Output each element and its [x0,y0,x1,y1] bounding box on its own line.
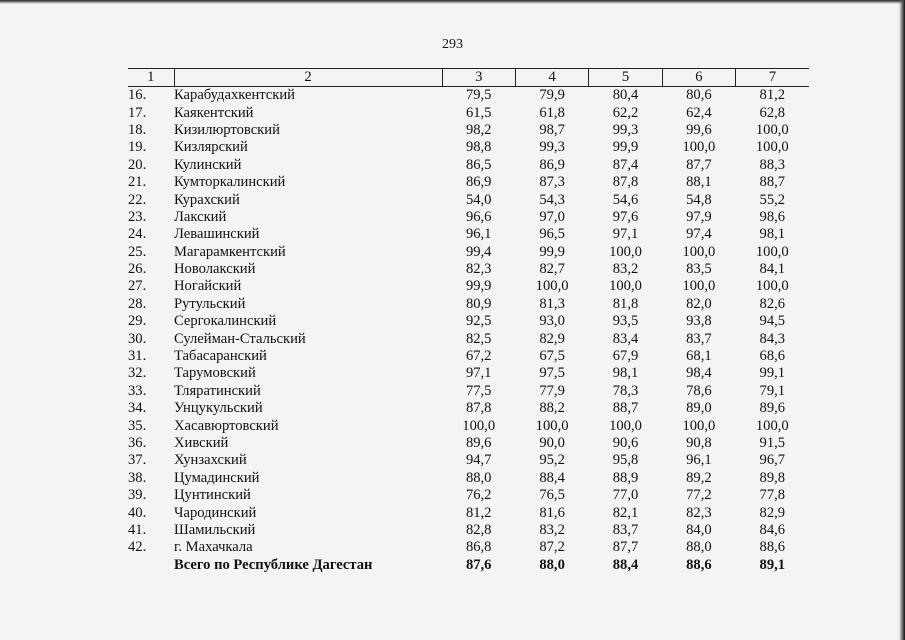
value-col-7: 100,0 [755,417,789,434]
header-cell-5: 5 [589,69,662,87]
value-col-5: 83,4 [612,330,639,347]
value-col-3: 98,2 [465,121,492,138]
table-row [128,348,809,365]
row-number: 38. [128,469,147,486]
value-col-7: 100,0 [755,121,789,138]
value-col-4: 90,0 [539,435,565,451]
value-col-3: 80,9 [465,295,492,312]
table-row [128,209,809,226]
district-name: Левашинский [174,226,260,243]
table-row [128,365,809,382]
table-row [128,383,809,400]
district-name: Цумадинский [174,469,260,486]
table-row [128,174,809,191]
value-col-5: 80,4 [612,87,639,104]
value-col-7: 81,2 [759,87,786,104]
value-col-3: 99,9 [465,278,492,295]
value-col-5: 81,8 [612,295,639,312]
value-col-7: 84,3 [759,330,786,347]
district-name: Чародинский [174,504,257,521]
header-cell-4: 4 [515,69,588,87]
district-name: Табасаранский [174,348,267,365]
district-name: Тарумовский [174,365,256,382]
value-col-7: 94,5 [759,313,786,330]
table-row [128,87,809,105]
value-col-4: 87,3 [539,174,565,191]
value-col-4: 100,0 [535,278,569,295]
value-col-7: 82,9 [759,504,786,521]
value-col-4: 98,7 [539,121,565,138]
value-col-4: 83,2 [539,521,565,538]
row-number: 29. [128,313,147,330]
value-col-5: 67,9 [612,348,639,365]
table-row [128,313,809,330]
value-col-6: 89,2 [686,469,712,486]
district-name: Ногайский [174,278,242,295]
row-number: 28. [128,295,147,312]
value-col-4: 81,3 [539,295,565,312]
table-row [128,522,809,539]
value-col-4: 100,0 [535,417,569,434]
value-col-6: 78,6 [686,382,712,399]
value-col-3: 96,6 [465,208,492,225]
value-col-6: 96,1 [686,452,712,469]
value-col-4: 97,0 [539,208,565,225]
table-row [128,139,809,156]
value-col-4: 79,9 [539,87,565,104]
value-col-6: 90,8 [686,435,712,451]
value-col-7: 96,7 [759,452,786,469]
row-number: 21. [128,174,147,191]
table-row [128,157,809,174]
value-col-5: 100,0 [609,278,642,295]
row-number: 22. [128,191,147,208]
value-col-3: 82,5 [465,330,492,347]
value-col-4: 95,2 [539,452,565,469]
value-col-5: 93,5 [612,313,639,330]
row-number: 41. [128,521,147,538]
value-col-4: 88,2 [539,400,565,417]
header-cell-6: 6 [662,69,735,87]
value-col-7: 88,3 [759,156,786,173]
district-name: Карабудахкентский [174,87,295,104]
value-col-6: 54,8 [686,191,712,208]
district-name: Рутульский [174,295,246,312]
value-col-5: 62,2 [612,104,639,121]
value-col-4: 88,4 [539,469,565,486]
value-col-3: 82,3 [465,261,492,278]
value-col-7: 55,2 [759,191,786,208]
value-col-7: 91,5 [759,435,786,451]
value-col-6: 99,6 [686,121,712,138]
value-col-7: 62,8 [759,104,786,121]
value-col-3: 77,5 [465,382,492,399]
value-col-3: 86,8 [465,539,492,556]
district-name: Хунзахский [174,452,247,469]
value-col-7: 77,8 [759,487,786,504]
value-col-7: 88,7 [759,174,786,191]
value-col-4: 88,0 [539,556,565,573]
row-number: 31. [128,348,147,365]
value-col-7: 100,0 [755,278,789,295]
value-col-6: 98,4 [686,365,712,382]
value-col-5: 100,0 [609,243,642,260]
table-row [128,191,809,208]
district-name: Тляратинский [174,382,261,399]
value-col-4: 86,9 [539,156,565,173]
value-col-3: 87,8 [465,400,492,417]
district-name: Кизилюртовский [174,121,280,138]
table-row [128,122,809,139]
value-col-3: 97,1 [465,365,492,382]
header-cell-1: 1 [128,69,174,87]
value-col-3: 92,5 [465,313,492,330]
table-row [128,539,809,556]
row-number: 20. [128,156,147,173]
value-col-4: 82,7 [539,261,565,278]
value-col-7: 82,6 [759,295,786,312]
value-col-3: 86,5 [465,156,492,173]
value-col-7: 98,6 [759,208,786,225]
row-number: 23. [128,208,147,225]
district-name: Лакский [174,208,227,225]
table-row [128,452,809,469]
value-col-5: 88,9 [612,469,639,486]
row-number: 40. [128,504,147,521]
row-number: 17. [128,104,147,121]
value-col-7: 89,1 [759,556,786,573]
value-col-3: 99,4 [465,243,492,260]
value-col-7: 100,0 [755,139,789,156]
total-row [128,557,809,574]
table-row [128,504,809,521]
value-col-6: 82,3 [686,504,712,521]
value-col-5: 82,1 [612,504,639,521]
value-col-3: 98,8 [465,139,492,156]
value-col-5: 87,8 [612,174,639,191]
row-number: 32. [128,365,147,382]
table-row [128,400,809,417]
value-col-7: 79,1 [759,382,786,399]
value-col-5: 77,0 [612,487,639,504]
value-col-4: 99,9 [539,243,565,260]
value-col-5: 95,8 [612,452,639,469]
value-col-3: 54,0 [465,191,492,208]
value-col-6: 93,8 [686,313,712,330]
row-number: 37. [128,452,147,469]
value-col-6: 77,2 [686,487,712,504]
value-col-5: 83,7 [612,521,639,538]
district-name: Шамильский [174,521,256,538]
value-col-3: 61,5 [465,104,492,121]
value-col-5: 90,6 [612,435,639,451]
value-col-5: 99,9 [612,139,639,156]
row-number: 25. [128,243,147,260]
table-row [128,417,809,434]
row-number: 19. [128,139,147,156]
value-col-3: 82,8 [465,521,492,538]
value-col-6: 97,4 [686,226,712,243]
value-col-5: 100,0 [609,417,642,434]
value-col-6: 100,0 [682,139,716,156]
value-col-5: 88,7 [612,400,639,417]
value-col-5: 87,4 [612,156,639,173]
district-name: Хасавюртовский [174,417,279,434]
table-row [128,278,809,295]
scan-shadow-right [899,0,905,640]
header-cell-2: 2 [174,69,442,87]
value-col-4: 61,8 [539,104,565,121]
value-col-3: 87,6 [465,556,492,573]
value-col-6: 84,0 [686,521,712,538]
row-number: 27. [128,278,147,295]
value-col-3: 100,0 [462,417,496,434]
value-col-5: 97,1 [612,226,639,243]
value-col-5: 97,6 [612,208,639,225]
table-row [128,435,809,452]
value-col-5: 83,2 [612,261,639,278]
district-name: Новолакский [174,261,256,278]
table-row [128,261,809,278]
value-col-6: 88,1 [686,174,712,191]
value-col-7: 100,0 [755,243,789,260]
header-row [128,69,809,87]
row-number: 16. [128,87,147,104]
value-col-7: 89,8 [759,469,786,486]
value-col-4: 81,6 [539,504,565,521]
value-col-4: 93,0 [539,313,565,330]
value-col-6: 80,6 [686,87,712,104]
value-col-3: 67,2 [465,348,492,365]
value-col-6: 82,0 [686,295,712,312]
row-number: 34. [128,400,147,417]
district-name: Кумторкалинский [174,174,286,191]
row-number: 26. [128,261,147,278]
scan-shadow-top [0,0,905,4]
value-col-4: 87,2 [539,539,565,556]
table-row [128,296,809,313]
value-col-4: 82,9 [539,330,565,347]
value-col-7: 68,6 [759,348,786,365]
value-col-7: 84,6 [759,521,786,538]
table-row [128,470,809,487]
header-cell-3: 3 [442,69,515,87]
value-col-6: 88,0 [686,539,712,556]
district-name: Всего по Республике Дагестан [174,556,373,573]
value-col-6: 83,5 [686,261,712,278]
value-col-4: 54,3 [539,191,565,208]
value-col-6: 87,7 [686,156,712,173]
table-row [128,244,809,261]
value-col-5: 87,7 [612,539,639,556]
district-name: Унцукульский [174,400,263,417]
value-col-7: 84,1 [759,261,786,278]
district-name: Каякентский [174,104,254,121]
district-name: Сергокалинский [174,313,277,330]
value-col-6: 62,4 [686,104,712,121]
value-col-4: 77,9 [539,382,565,399]
value-col-5: 78,3 [612,382,639,399]
row-number: 42. [128,539,147,556]
value-col-7: 98,1 [759,226,786,243]
row-number: 30. [128,330,147,347]
value-col-3: 81,2 [465,504,492,521]
row-number: 36. [128,435,147,451]
table-row [128,487,809,504]
value-col-5: 98,1 [612,365,639,382]
row-number: 33. [128,382,147,399]
row-number [128,557,174,574]
header-cell-7: 7 [736,69,809,87]
value-col-3: 79,5 [465,87,492,104]
value-col-7: 88,6 [759,539,786,556]
district-name: Курахский [174,191,240,208]
value-col-4: 99,3 [539,139,565,156]
value-col-6: 89,0 [686,400,712,417]
page-number: 293 [442,37,463,52]
table-row [128,104,809,121]
value-col-7: 99,1 [759,365,786,382]
value-col-3: 89,6 [465,435,492,451]
value-col-6: 100,0 [682,243,716,260]
table-row [128,226,809,243]
row-number: 39. [128,487,147,504]
value-col-3: 88,0 [465,469,492,486]
row-number: 18. [128,121,147,138]
value-col-6: 83,7 [686,330,712,347]
district-name: г. Махачкала [174,539,253,556]
value-col-4: 76,5 [539,487,565,504]
district-name: Хивский [174,435,229,451]
value-col-3: 76,2 [465,487,492,504]
value-col-6: 88,6 [686,556,712,573]
row-number: 35. [128,417,147,434]
value-col-3: 94,7 [465,452,492,469]
value-col-6: 97,9 [686,208,712,225]
value-col-5: 54,6 [612,191,639,208]
district-name: Цунтинский [174,487,251,504]
value-col-4: 97,5 [539,365,565,382]
value-col-4: 96,5 [539,226,565,243]
district-name: Магарамкентский [174,243,286,260]
value-col-6: 100,0 [682,417,716,434]
district-name: Кулинский [174,156,242,173]
value-col-6: 100,0 [682,278,716,295]
value-col-3: 86,9 [465,174,492,191]
table-body [128,87,809,574]
row-number: 24. [128,226,147,243]
value-col-4: 67,5 [539,348,565,365]
table-row [128,330,809,347]
district-name: Кизлярский [174,139,248,156]
value-col-3: 96,1 [465,226,492,243]
data-table [128,68,809,574]
district-name: Сулейман-Стальский [174,330,306,347]
value-col-5: 88,4 [612,556,639,573]
value-col-7: 89,6 [759,400,786,417]
value-col-6: 68,1 [686,348,712,365]
value-col-5: 99,3 [612,121,639,138]
